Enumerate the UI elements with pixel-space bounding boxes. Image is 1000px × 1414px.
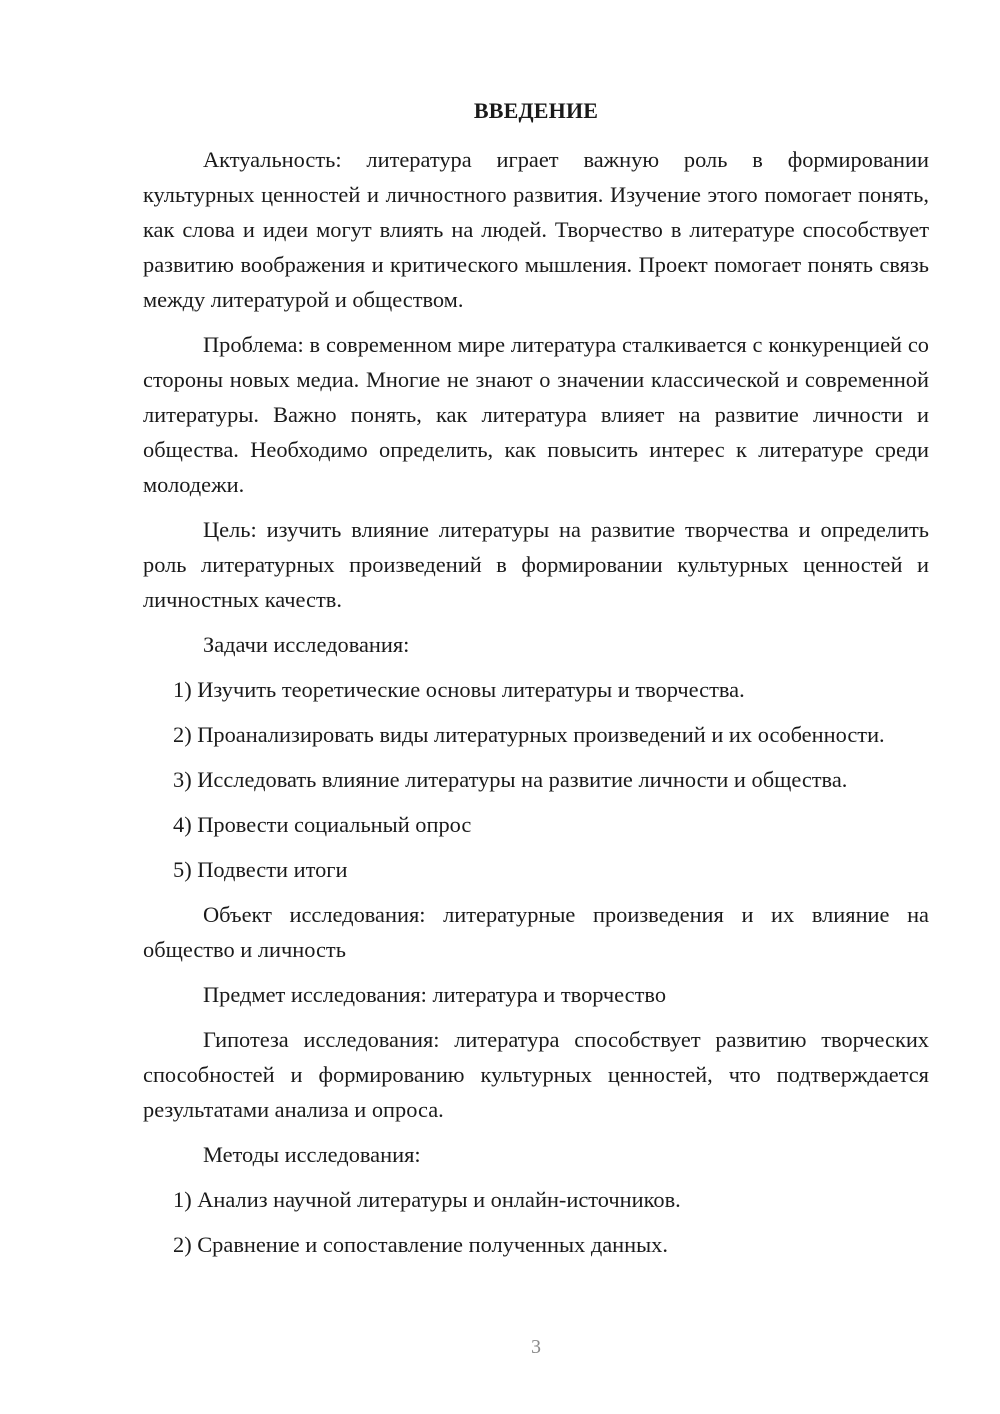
document-body: [143, 142, 929, 1272]
paragraph-relevance: Актуальность: литература играет важную роль в формировании культурных ценностей и личностного развития. Изучение этого помогает понять, как слова и идеи могут влиять на людей. Творчество в литературе способствует развитию воображения и критического мышления. Проект помогает понять связь между литературой и обществом.: [143, 147, 929, 312]
list-item: 2) Сравнение и сопоставление полученных данных.: [173, 1232, 668, 1257]
document-page: [143, 0, 929, 1414]
section-title: ВВЕДЕНИЕ: [473, 98, 599, 123]
paragraph-problem: Проблема: в современном мире литература сталкивается с конкуренцией со стороны новых медиа. Многие не знают о значении классической и современной литературы. Важно понять, как литература влияет на развитие личности и общества. Необходимо определить, как повысить интерес к литературе среди молодежи.: [143, 332, 929, 497]
page-number: 3: [531, 1336, 541, 1358]
list-item: 1) Изучить теоретические основы литературы и творчества.: [173, 677, 745, 702]
list-item: 5) Подвести итоги: [173, 857, 348, 882]
paragraph-object: Объект исследования: литературные произведения и их влияние на общество и личность: [143, 902, 929, 962]
paragraph-goal: Цель: изучить влияние литературы на развитие творчества и определить роль литературных произведений в формировании культурных ценностей и личностных качеств.: [143, 517, 929, 612]
list-item: 3) Исследовать влияние литературы на развитие личности и общества.: [173, 767, 848, 792]
list-item: 2) Проанализировать виды литературных произведений и их особенности.: [173, 722, 885, 747]
paragraph-hypothesis: Гипотеза исследования: литература способствует развитию творческих способностей и формированию культурных ценностей, что подтверждается результатами анализа и опроса.: [143, 1027, 929, 1122]
paragraph-methods-heading: Методы исследования:: [203, 1142, 421, 1167]
list-item: 1) Анализ научной литературы и онлайн-источников.: [173, 1187, 681, 1212]
paragraph-tasks-heading: Задачи исследования:: [203, 632, 410, 657]
list-item: 4) Провести социальный опрос: [173, 812, 472, 837]
paragraph-subject: Предмет исследования: литература и творчество: [203, 982, 667, 1007]
